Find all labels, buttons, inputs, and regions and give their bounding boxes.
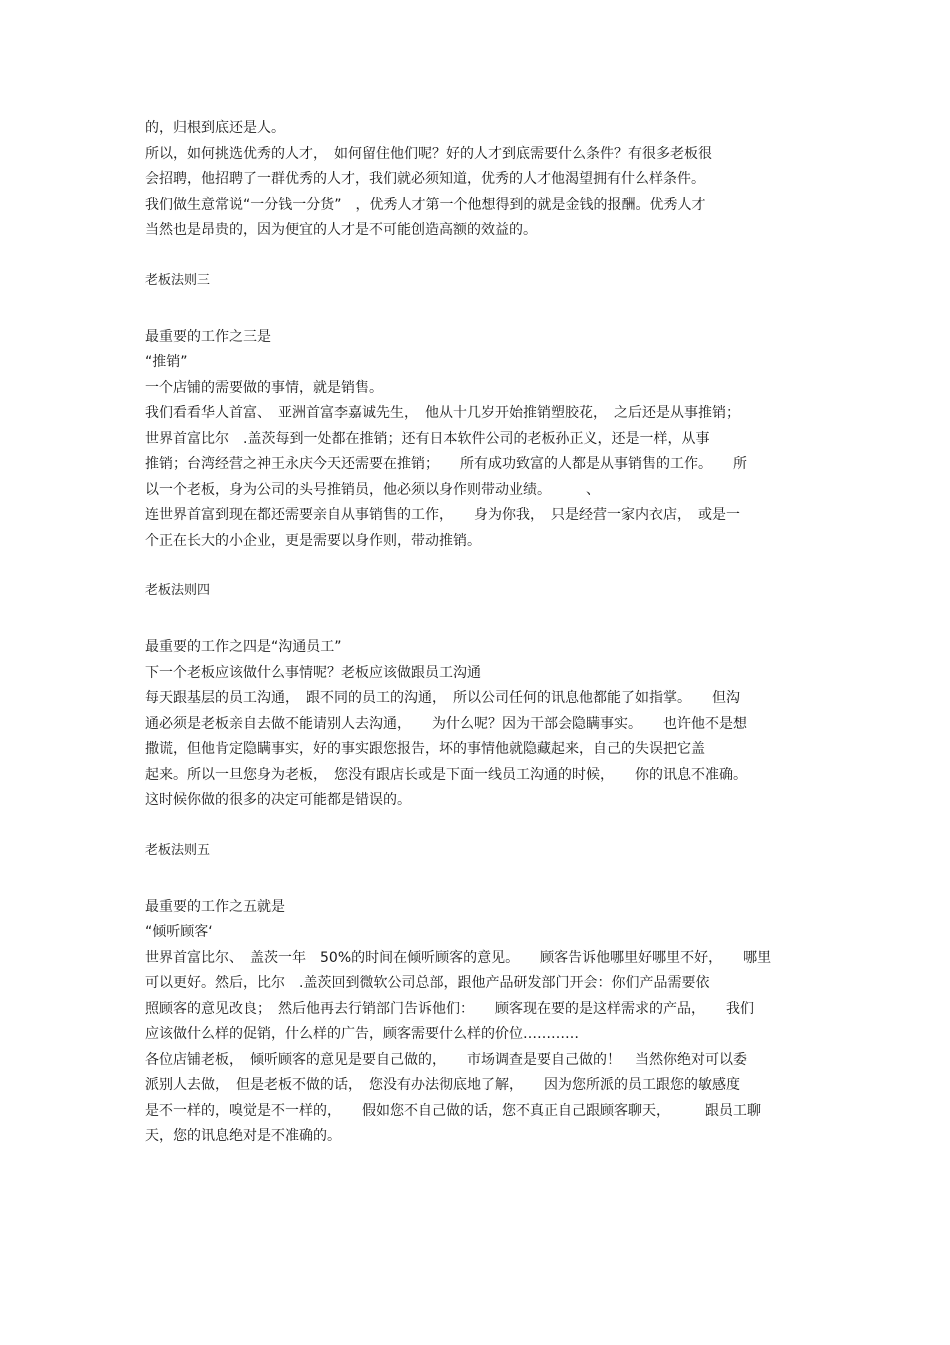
paragraph-line: “倾听顾客‘ [145, 924, 213, 940]
paragraph-line: 最重要的工作之三是 [145, 328, 271, 345]
paragraph-line: 所以，如何挑选优秀的人才， 如何留住他们呢？好的人才到底需要什么条件？有很多老板很 [145, 145, 712, 162]
paragraph-line: 派别人去做， 但是老板不做的话， 您没有办法彻底地了解， 因为您所派的员工跟您的敏感度 [145, 1077, 740, 1093]
paragraph-line: 起来。所以一旦您身为老板， 您没有跟店长或是下面一线员工沟通的时候， 你的讯息不准确。 [145, 766, 747, 783]
section-heading: 老板法则五 [145, 842, 211, 858]
paragraph-line: 以一个老板，身为公司的头号推销员，他必须以身作则带动业绩。 、 [145, 481, 600, 498]
section-rule-three [145, 271, 810, 551]
section-rule-four [145, 581, 810, 810]
paragraph-line: 应该做什么样的促销，什么样的广告，顾客需要什么样的价位………… [145, 1026, 579, 1042]
section-intro [145, 118, 810, 240]
paragraph-line: “推销” [145, 354, 188, 370]
paragraph-line: 可以更好。然后，比尔 .盖茨回到微软公司总部，跟他产品研发部门开会：你们产品需要依 [145, 975, 710, 991]
paragraph-line: 最重要的工作之五就是 [145, 898, 285, 915]
section-heading: 老板法则三 [145, 272, 211, 288]
section-rule-five [145, 841, 810, 1147]
paragraph-line: 我们做生意常说“一分钱一分货” ，优秀人才第一个他想得到的就是金钱的报酬。优秀人才 [145, 196, 706, 213]
section-heading: 老板法则四 [145, 583, 211, 598]
paragraph-line: 是不一样的，嗅觉是不一样的， 假如您不自己做的话，您不真正自己跟顾客聊天， 跟员工聊 [145, 1102, 761, 1119]
document-body [145, 118, 810, 1152]
paragraph-line: 每天跟基层的员工沟通， 跟不同的员工的沟通， 所以公司任何的讯息他都能了如指掌。 但沟 [145, 690, 740, 706]
paragraph-line: 各位店铺老板， 倾听顾客的意见是要自己做的， 市场调查是要自己做的！ 当然你绝对可以委 [145, 1051, 747, 1068]
paragraph-line: 这时候你做的很多的决定可能都是错误的。 [145, 792, 411, 808]
paragraph-line: 下一个老板应该做什么事情呢？老板应该做跟员工沟通 [145, 664, 481, 681]
paragraph-line: 推销；台湾经营之神王永庆今天还需要在推销； 所有成功致富的人都是从事销售的工作。 所 [145, 456, 747, 472]
paragraph-line: 连世界首富到现在都还需要亲自从事销售的工作， 身为你我， 只是经营一家内衣店， 或是一 [145, 507, 740, 523]
paragraph-line: 世界首富比尔、 盖茨一年 50%的时间在倾听顾客的意见。 顾客告诉他哪里好哪里不好， 哪里 [145, 949, 772, 966]
paragraph-line: 一个店铺的需要做的事情，就是销售。 [145, 379, 383, 396]
paragraph-line: 个正在长大的小企业，更是需要以身作则，带动推销。 [145, 532, 481, 549]
paragraph-line: 照顾客的意见改良； 然后他再去行销部门告诉他们： 顾客现在要的是这样需求的产品， 我们 [145, 1000, 754, 1017]
paragraph-line: 通必须是老板亲自去做不能请别人去沟通， 为什么呢？因为干部会隐瞒事实。 也许他不是想 [145, 715, 747, 732]
paragraph-line: 当然也是昂贵的，因为便宜的人才是不可能创造高额的效益的。 [145, 222, 537, 238]
paragraph-line: 天，您的讯息绝对是不准确的。 [145, 1128, 341, 1144]
paragraph-line: 我们看看华人首富、 亚洲首富李嘉诚先生， 他从十几岁开始推销塑胶花， 之后还是从事推销； [145, 405, 740, 421]
paragraph-line: 最重要的工作之四是“沟通员工” [145, 639, 342, 655]
paragraph-line: 世界首富比尔 .盖茨每到一处都在推销；还有日本软件公司的老板孙正义，还是一样，从事 [145, 430, 710, 447]
paragraph-line: 会招聘，他招聘了一群优秀的人才，我们就必须知道，优秀的人才他渴望拥有什么样条件。 [145, 171, 705, 187]
paragraph-line: 的，归根到底还是人。 [145, 120, 285, 136]
paragraph-line: 撒谎，但他肯定隐瞒事实，好的事实跟您报告，坏的事情他就隐藏起来，自己的失误把它盖 [145, 741, 705, 757]
